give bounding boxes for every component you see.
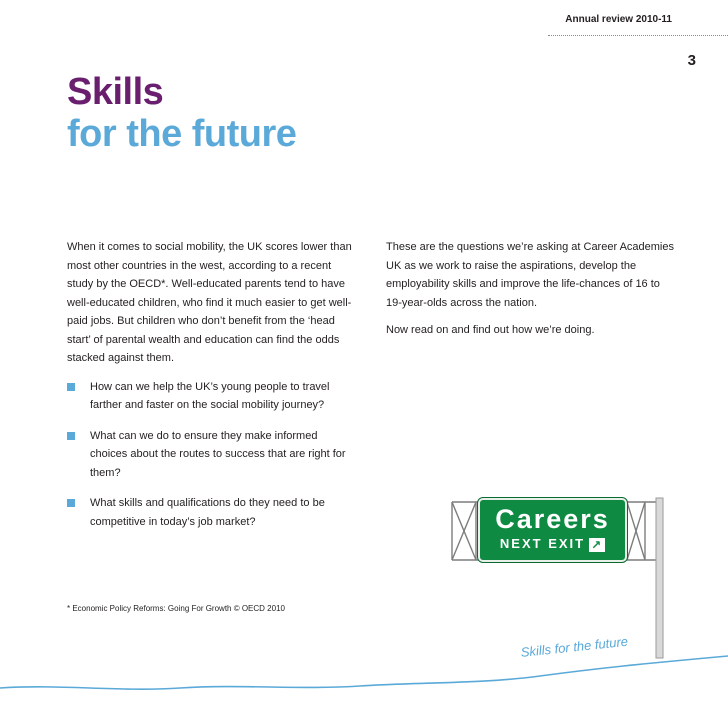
handwritten-caption: Skills for the future	[520, 633, 629, 660]
sign-sub-text-row	[480, 536, 625, 552]
footnote: * Economic Policy Reforms: Going For Growth © OECD 2010	[67, 604, 285, 613]
list-item-text: What can we do to ensure they make informed choices about the routes to success that are right for them?	[90, 429, 346, 479]
right-paragraph-1: These are the questions we’re asking at Career Academies UK as we work to raise the aspirations, develop the employability skills and improve the life-chances of 16 to 19-year-olds across the nation.	[386, 241, 674, 309]
page-title-line2: for the future	[67, 113, 297, 155]
page-number: 3	[687, 52, 696, 69]
sign-main-text: Careers	[495, 504, 610, 534]
list-item-text: What skills and qualifications do they need to be competitive in today’s job market?	[90, 497, 325, 528]
list-item-text: How can we help the UK’s young people to travel farther and faster on the social mobility journey?	[90, 380, 330, 411]
sign-sub-text: NEXT EXIT	[499, 536, 586, 551]
intro-paragraph: When it comes to social mobility, the UK scores lower than most other countries in the west, according to a recent study by the OECD*. Well-educated parents tend to have well-educated children, who find it much easier to get well-paid jobs. But children who don’t benefit from the ‘head start’ of parental wealth and education can find the odds stacked against them.	[67, 241, 352, 364]
header-title: Annual review 2010-11	[565, 14, 672, 25]
right-paragraph-2: Now read on and find out how we’re doing.	[386, 324, 595, 336]
page-title-line1: Skills	[67, 71, 164, 113]
sign-board	[478, 498, 627, 562]
exit-arrow-icon: ↗	[591, 537, 604, 552]
